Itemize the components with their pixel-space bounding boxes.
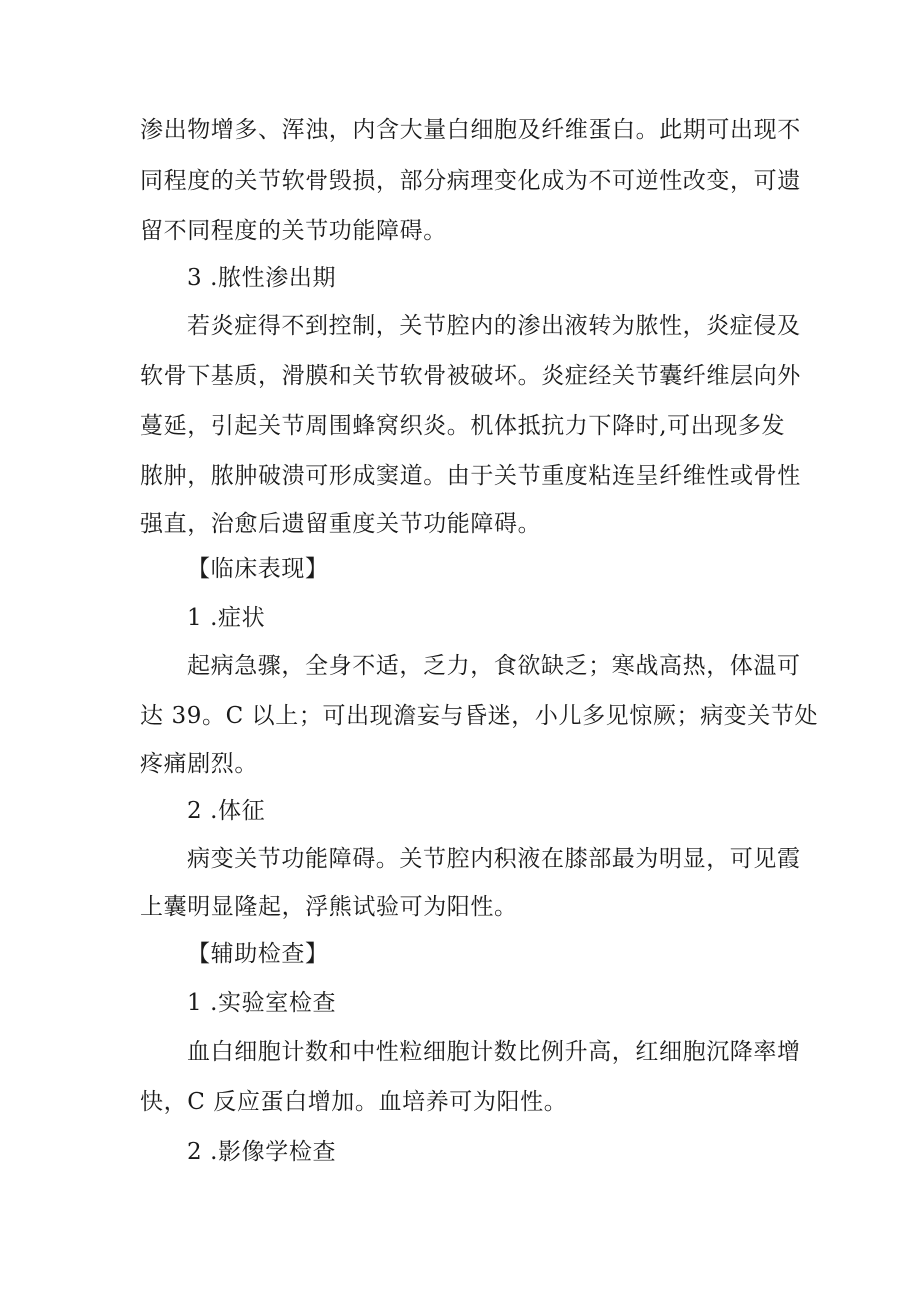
paragraph-line: 留不同程度的关节功能障碍。 — [140, 218, 447, 244]
paragraph-line: 起病急骤，全身不适，乏力，食欲缺乏；寒战高热，体温可 — [187, 653, 801, 679]
paragraph-line: 强直，治愈后遗留重度关节功能障碍。 — [140, 511, 542, 537]
section-heading-auxiliary: 【辅助检查】 — [187, 941, 329, 967]
paragraph-line: 软骨下基质，滑膜和关节软骨被破坏。炎症经关节囊纤维层向外 — [140, 363, 801, 389]
paragraph-line: 脓肿，脓肿破溃可形成窦道。由于关节重度粘连呈纤维性或骨性 — [140, 463, 801, 489]
paragraph-line: 病变关节功能障碍。关节腔内积液在膝部最为明显，可见霞 — [187, 846, 801, 872]
subheading-imaging: 2 .影像学检查 — [187, 1139, 337, 1165]
paragraph-line: 渗出物增多、浑浊，内含大量白细胞及纤维蛋白。此期可出现不 — [140, 117, 801, 143]
paragraph-line: 快，C 反应蛋白增加。血培养可为阳性。 — [140, 1089, 568, 1115]
section-heading-clinical: 【临床表现】 — [187, 556, 329, 582]
paragraph-line: 同程度的关节软骨毁损，部分病理变化成为不可逆性改变，可遗 — [140, 168, 801, 194]
paragraph-line: 疼痛剧烈。 — [140, 751, 258, 777]
paragraph-line: 若炎症得不到控制，关节腔内的渗出液转为脓性，炎症侵及 — [187, 313, 801, 339]
subheading-signs: 2 .体征 — [187, 798, 266, 824]
paragraph-line: 蔓延，引起关节周围蜂窝织炎。机体抵抗力下降时,可出现多发 — [140, 413, 786, 439]
paragraph-line: 达 39。C 以上；可出现澹妄与昏迷，小儿多见惊厥；病变关节处 — [140, 703, 819, 729]
paragraph-line: 上囊明显隆起，浮熊试验可为阳性。 — [140, 894, 518, 920]
subheading-symptoms: 1 .症状 — [187, 605, 266, 631]
subheading-lab: 1 .实验室检查 — [187, 990, 337, 1016]
subheading-purulent-stage: 3 .脓性渗出期 — [187, 265, 337, 291]
paragraph-line: 血白细胞计数和中性粒细胞计数比例升高，红细胞沉降率增 — [187, 1039, 801, 1065]
